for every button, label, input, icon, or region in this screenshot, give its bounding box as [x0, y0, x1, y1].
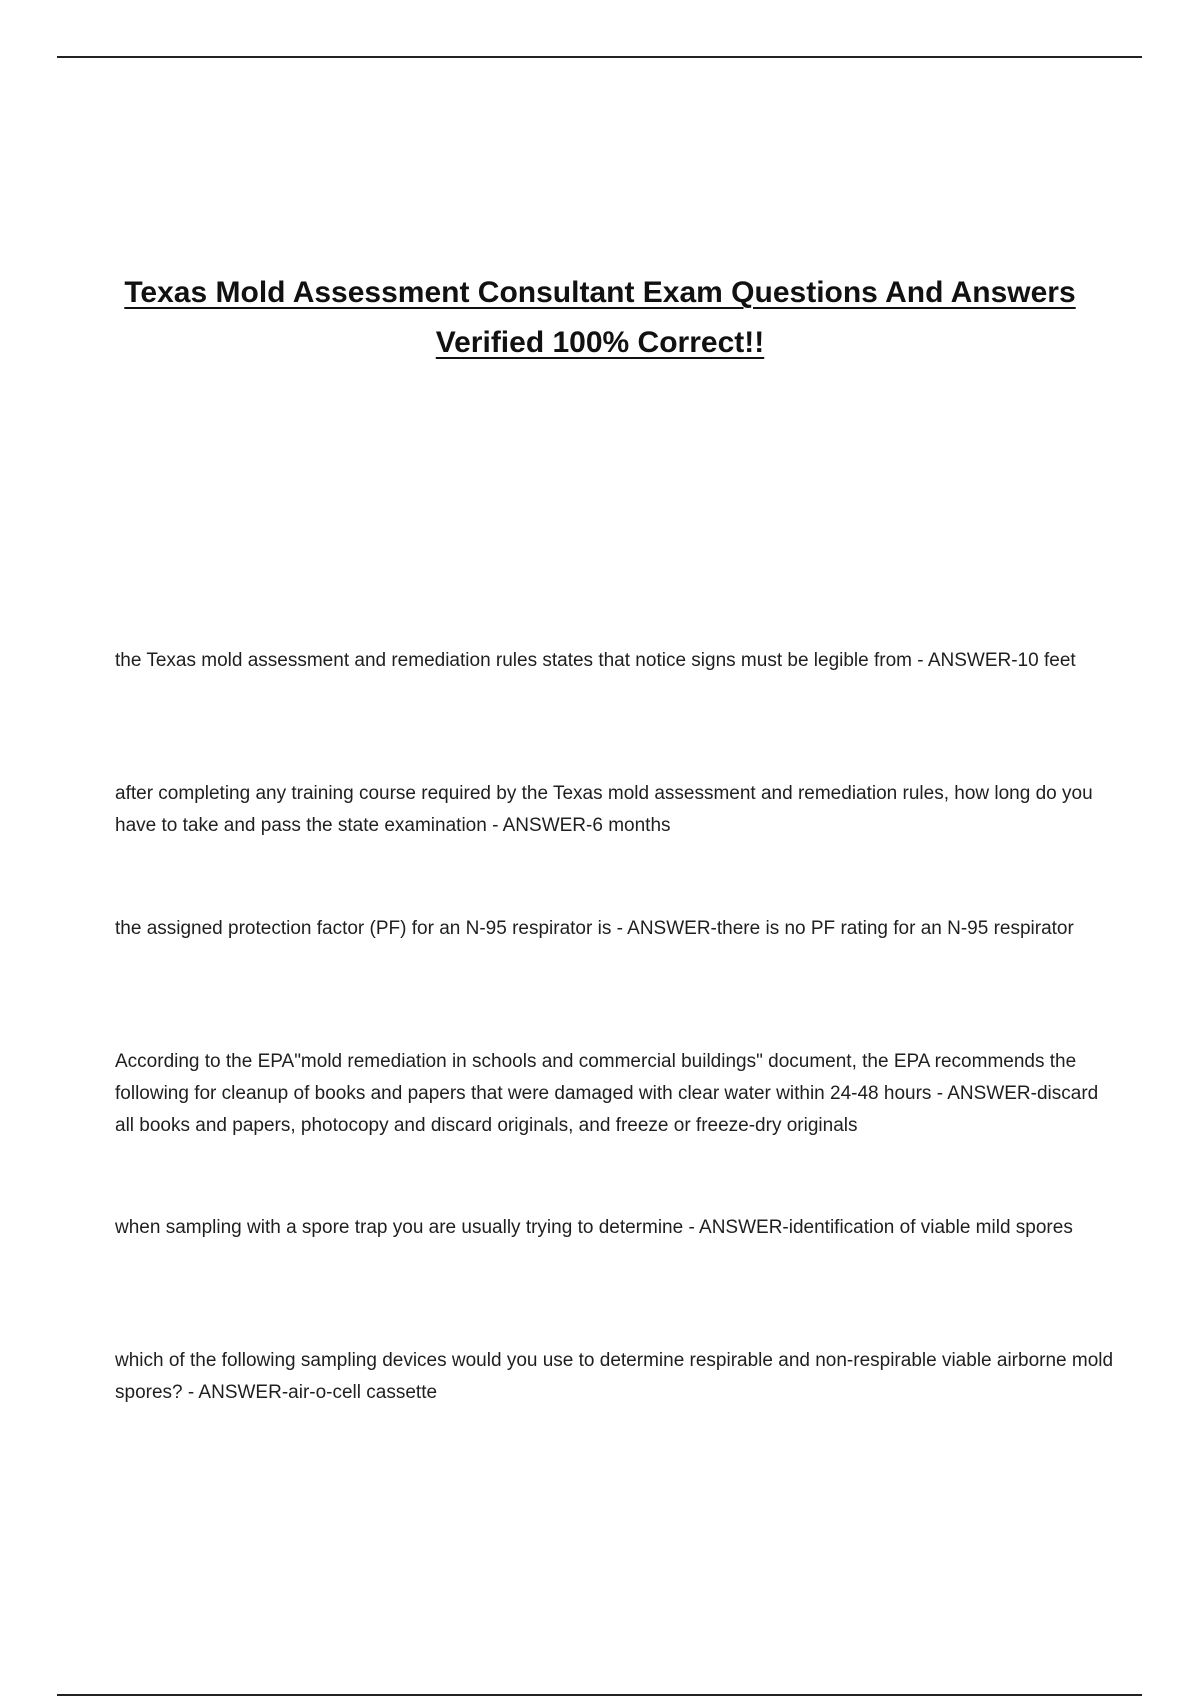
qa-item: when sampling with a spore trap you are usually trying to determine - ANSWER-identification of viable mild spores [115, 1217, 1073, 1238]
qa-item: which of the following sampling devices would you use to determine respirable and non-respirable viable airborne mold spores? - ANSWER-air-o-cell cassette [115, 1350, 1114, 1403]
qa-item: after completing any training course required by the Texas mold assessment and remediation rules, how long do you have to take and pass the state examination - ANSWER-6 months [115, 783, 1093, 836]
qa-item: According to the EPA"mold remediation in schools and commercial buildings" document, the EPA recommends the following for cleanup of books and papers that were damaged with clear water within 24-48 hours - ANSWER-discard all books and papers, photocopy and discard originals, and freeze or freeze-dry originals [115, 1051, 1099, 1136]
title-line-2: Verified 100% Correct!! [435, 326, 765, 359]
top-rule [57, 56, 1142, 58]
bottom-rule [57, 1694, 1142, 1696]
qa-item: the Texas mold assessment and remediation rules states that notice signs must be legible from - ANSWER-10 feet [115, 650, 1076, 671]
qa-item: the assigned protection factor (PF) for an N-95 respirator is - ANSWER-there is no PF rating for an N-95 respirator [115, 918, 1074, 939]
document-title [100, 268, 1100, 368]
title-line-1: Texas Mold Assessment Consultant Exam Questions And Answers [124, 276, 1076, 309]
